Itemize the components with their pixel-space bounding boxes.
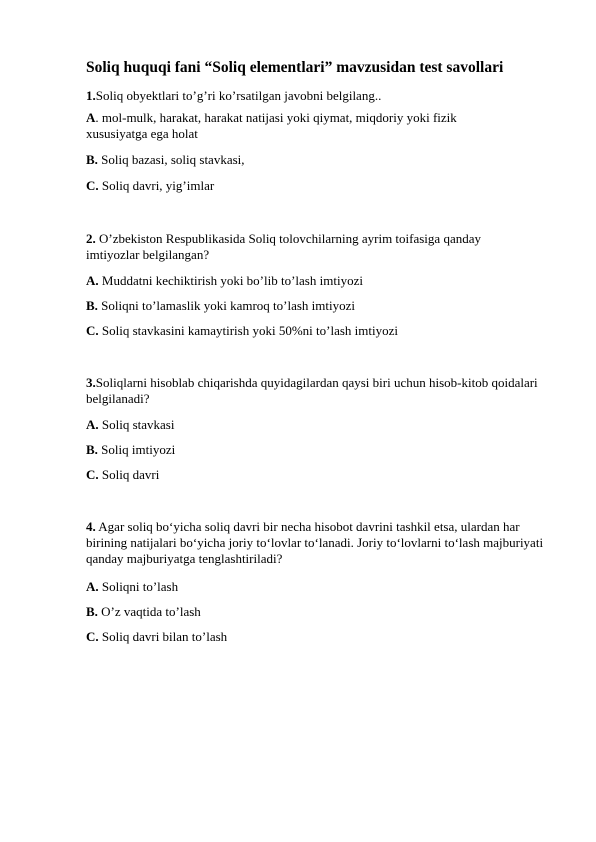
question-2-number: 2. [86,231,96,246]
option-text: Soliqni to’lash [98,579,179,594]
question-1-number: 1. [86,88,96,103]
option-letter: C. [86,467,99,482]
question-3 [86,375,548,407]
question-2-option-a [86,273,363,289]
question-1-option-a [86,110,506,142]
option-letter: B. [86,442,98,457]
option-letter: B. [86,298,98,313]
question-3-text: Soliqlarni hisoblab chiqarishda quyidagilardan qaysi biri uchun hisob-kitob qoidalari belgilanadi? [86,375,538,406]
question-4-text: Agar soliq bo‘yicha soliq davri bir necha hisobot davrini tashkil etsa, ulardan har birining natijalari bo‘yicha joriy to‘lovlar to‘lanadi. Joriy to‘lovlarni to‘lash majburiyati qanday majburiyatga tenglashtiriladi? [86,519,544,566]
option-text: Soliq stavkasi [98,417,175,432]
option-text: Soliq stavkasini kamaytirish yoki 50%ni to’lash imtiyozi [98,323,398,338]
option-text: Soliq davri bilan to’lash [98,629,228,644]
option-letter: A. [86,417,99,432]
option-text: Soliqni to’lamaslik yoki kamroq to’lash imtiyozi [97,298,356,313]
option-text: Muddatni kechiktirish yoki bo’lib to’lash imtiyozi [98,273,363,288]
option-text: O’z vaqtida to’lash [97,604,201,619]
option-text: Soliq imtiyozi [97,442,176,457]
question-1 [86,88,381,104]
option-letter: C. [86,629,99,644]
option-text: . mol-mulk, harakat, harakat natijasi yoki qiymat, miqdoriy yoki fizik xususiyatga ega holat [86,110,457,141]
option-letter: A. [86,579,99,594]
option-letter: C. [86,323,99,338]
option-letter: A. [86,273,99,288]
page-title: Soliq huquqi fani “Soliq elementlari” mavzusidan test savollari [86,59,504,76]
question-2-text: O’zbekiston Respublikasida Soliq tolovchilarning ayrim toifasiga qanday imtiyozlar belgilangan? [86,231,481,262]
option-text: Soliq davri [98,467,160,482]
option-letter: A [86,110,96,125]
question-1-text: Soliq obyektlari to’g’ri ko’rsatilgan javobni belgilang.. [95,88,382,103]
option-text: Soliq davri, yig’imlar [98,178,215,193]
option-letter: C. [86,178,99,193]
question-2 [86,231,516,263]
question-1-option-c [86,178,214,194]
question-4-number: 4. [86,519,96,534]
option-letter: B. [86,604,98,619]
question-3-number: 3. [86,375,96,390]
question-4-option-a [86,579,178,595]
question-2-option-b [86,298,355,314]
question-1-option-b [86,152,245,168]
question-2-option-c [86,323,398,339]
question-3-option-c [86,467,159,483]
question-4-option-c [86,629,227,645]
question-4 [86,519,556,567]
question-3-option-a [86,417,174,433]
option-letter: B. [86,152,98,167]
option-text: Soliq bazasi, soliq stavkasi, [97,152,245,167]
question-3-option-b [86,442,175,458]
question-4-option-b [86,604,201,620]
